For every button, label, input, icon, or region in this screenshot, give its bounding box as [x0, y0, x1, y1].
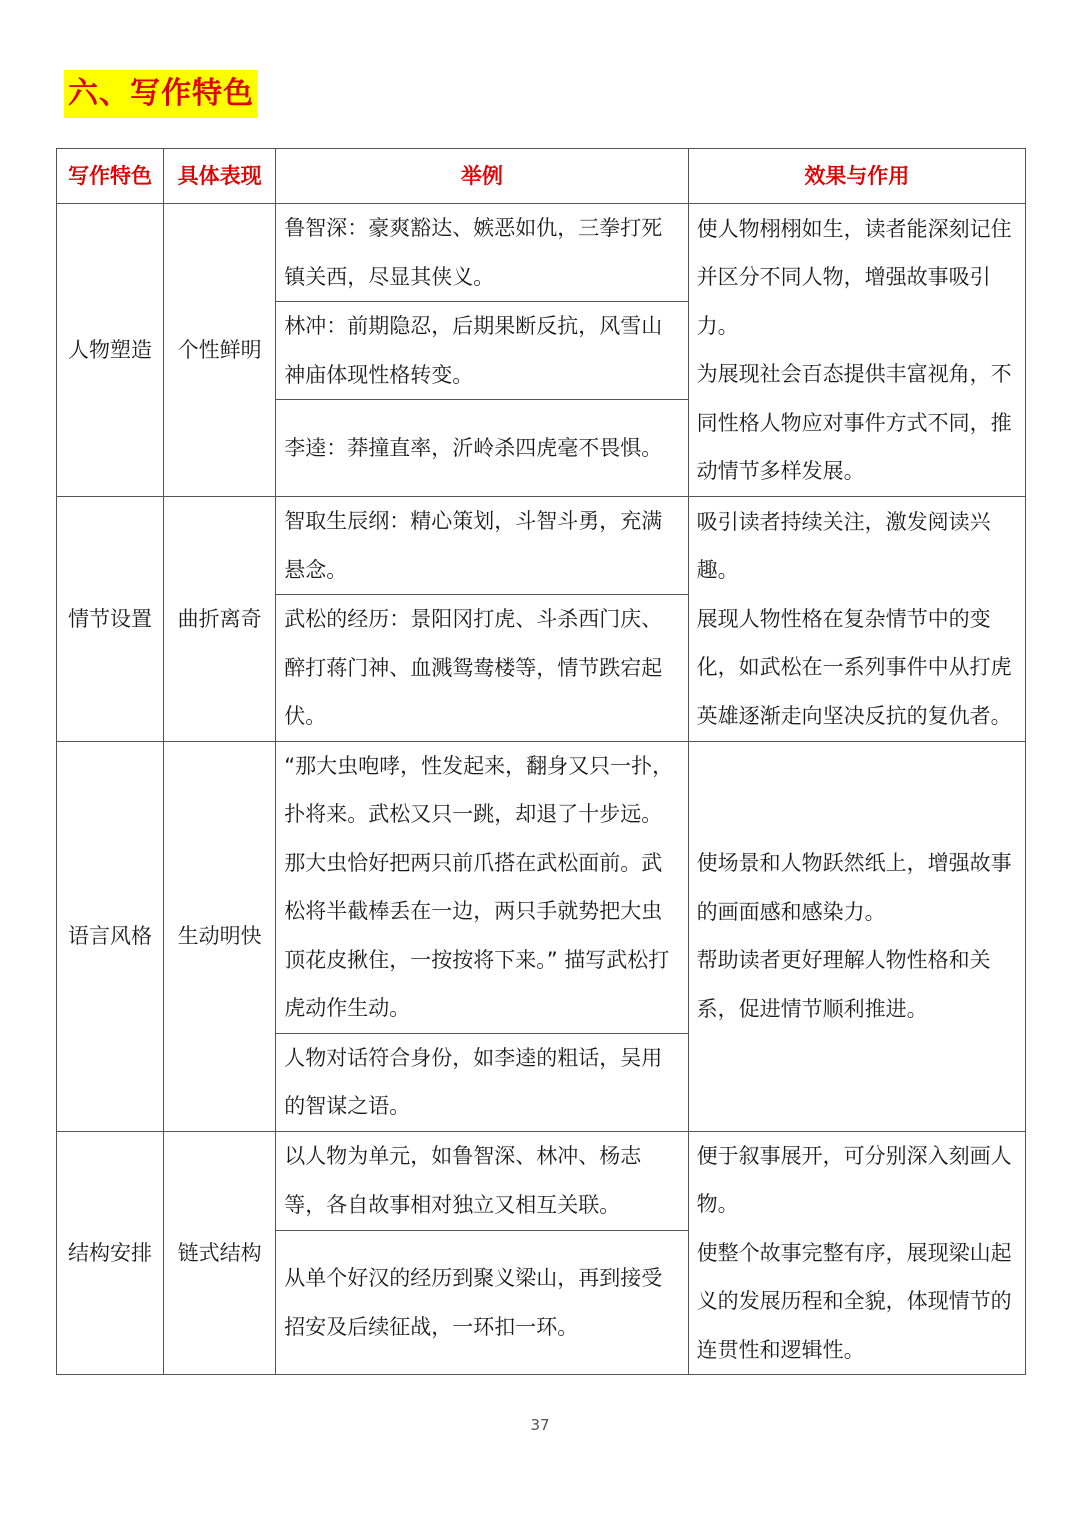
effect-text: 为展现社会百态提供丰富视角，不同性格人物应对事件方式不同，推动情节多样发展。	[696, 362, 1012, 483]
effect-text: 使场景和人物跃然纸上，增强故事的画面感和感染力。	[696, 851, 1012, 924]
header-effect: 效果与作用	[688, 149, 1025, 204]
example-cell: 以人物为单元，如鲁智深、林冲、杨志等，各自故事相对独立又相互关联。	[276, 1131, 688, 1231]
effect-text: 使人物栩栩如生，读者能深刻记住并区分不同人物，增强故事吸引力。	[696, 216, 1012, 338]
table-row	[57, 741, 1026, 1033]
expression-cell: 个性鲜明	[164, 204, 276, 497]
expression-cell: 生动明快	[164, 741, 276, 1131]
table-row	[57, 497, 1026, 595]
example-cell: 从单个好汉的经历到聚义梁山，再到接受招安及后续征战，一环扣一环。	[276, 1231, 688, 1375]
effect-text: 使整个故事完整有序，展现梁山起义的发展历程和全貌，体现情节的连贯性和逻辑性。	[696, 1240, 1012, 1362]
example-cell: 鲁智深：豪爽豁达、嫉恶如仇，三拳打死镇关西，尽显其侠义。	[276, 204, 688, 302]
feature-cell: 情节设置	[57, 497, 164, 742]
section-title: 六、写作特色	[64, 70, 258, 118]
effect-cell	[688, 1131, 1025, 1375]
example-cell: “那大虫咆哮，性发起来，翻身又只一扑，扑将来。武松又只一跳，却退了十步远。那大虫恰好把两只前爪搭在武松面前。武松将半截棒丢在一边，两只手就势把大虫顶花皮揪住，一按按将下来。” 描写武松打虎动作生动。	[276, 741, 688, 1033]
effect-text: 吸引读者持续关注，激发阅读兴趣。	[696, 509, 991, 582]
header-example: 举例	[276, 149, 688, 204]
table-header-row	[57, 149, 1026, 204]
effect-cell	[688, 204, 1025, 497]
feature-cell: 语言风格	[57, 741, 164, 1131]
example-cell: 武松的经历：景阳冈打虎、斗杀西门庆、醉打蒋门神、血溅鸳鸯楼等，情节跌宕起伏。	[276, 595, 688, 742]
expression-cell: 链式结构	[164, 1131, 276, 1375]
table-row	[57, 204, 1026, 302]
feature-cell: 结构安排	[57, 1131, 164, 1375]
effect-text: 展现人物性格在复杂情节中的变化，如武松在一系列事件中从打虎英雄逐渐走向坚决反抗的复仇者。	[696, 606, 1012, 728]
table-row	[57, 1131, 1026, 1231]
example-cell: 林冲：前期隐忍，后期果断反抗，风雪山神庙体现性格转变。	[276, 302, 688, 400]
example-cell: 人物对话符合身份，如李逵的粗话，吴用的智谋之语。	[276, 1033, 688, 1131]
expression-cell: 曲折离奇	[164, 497, 276, 742]
effect-text: 帮助读者更好理解人物性格和关系，促进情节顺利推进。	[696, 948, 991, 1021]
effect-cell	[688, 741, 1025, 1131]
writing-features-table	[56, 148, 1026, 1375]
feature-cell: 人物塑造	[57, 204, 164, 497]
effect-cell	[688, 497, 1025, 742]
example-cell: 李逵：莽撞直率，沂岭杀四虎毫不畏惧。	[276, 400, 688, 497]
header-expression: 具体表现	[164, 149, 276, 204]
header-feature: 写作特色	[57, 149, 164, 204]
page-number: 37	[530, 1416, 550, 1434]
example-cell: 智取生辰纲：精心策划，斗智斗勇，充满悬念。	[276, 497, 688, 595]
effect-text: 便于叙事展开，可分别深入刻画人物。	[696, 1143, 1012, 1216]
